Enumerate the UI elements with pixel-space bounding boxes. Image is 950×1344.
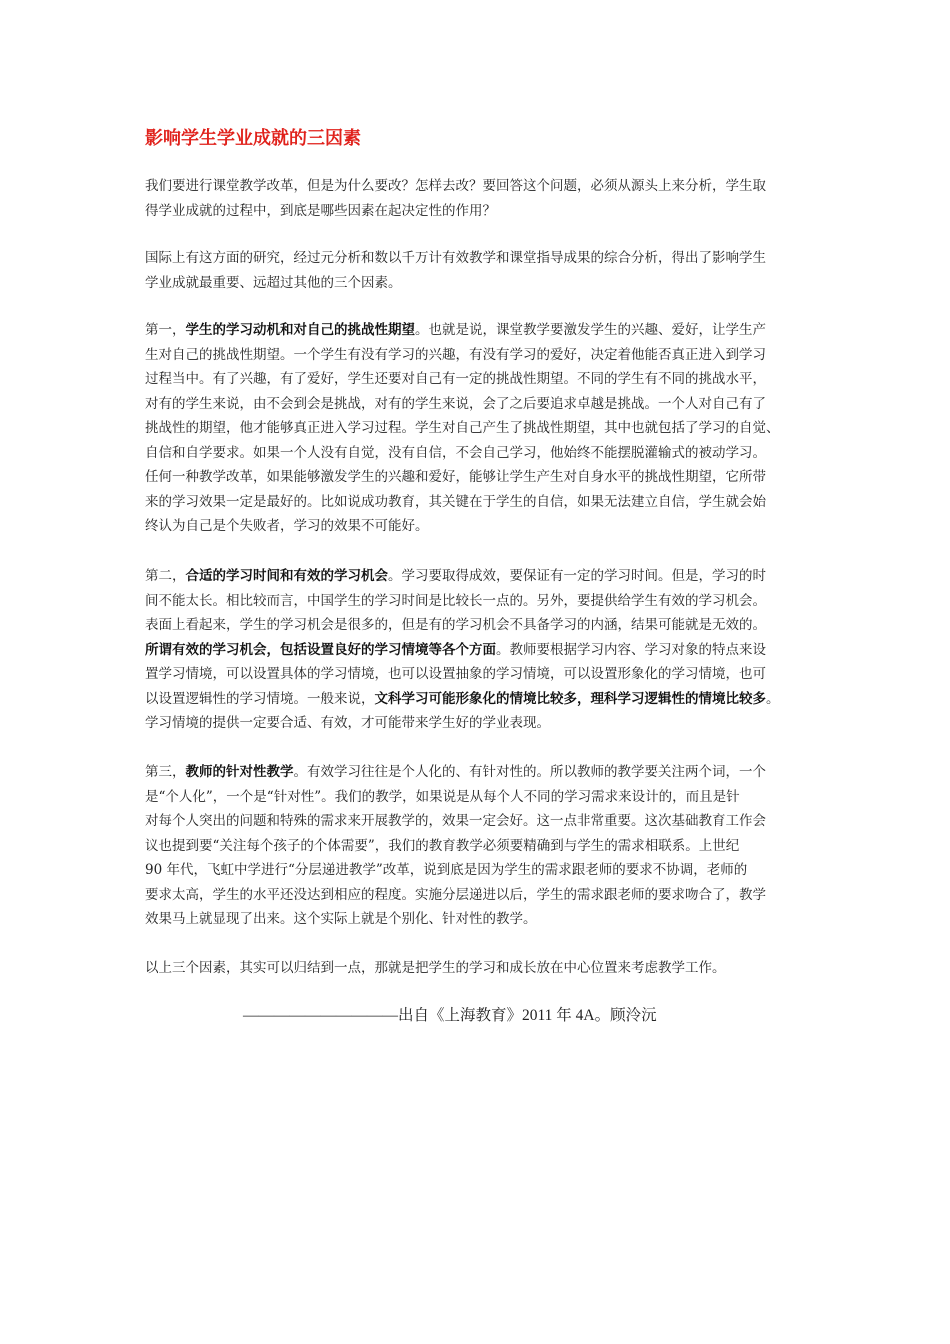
factor2-line [145,638,815,663]
research-paragraph [145,246,815,295]
factor2-text: 。学习要取得成效，要保证有一定的学习时间。但是，学习的时 [388,568,766,584]
factor3-text: 。有效学习往往是个人化的、有针对性的。所以教师的教学要关注两个词，一个 [293,764,766,780]
factor3-line: 对每个人突出的问题和特殊的需求来开展教学的，效果一定会好。这一点非常重要。这次基础教育工作会 [145,813,766,829]
factor2-emphasis: 文科学习可能形象化的情境比较多，理科学习逻辑性的情境比较多 [374,690,766,707]
factor3-line: 效果马上就显现了出来。这个实际上就是个别化、针对性的教学。 [145,911,537,927]
factor3-line: 是“个人化”，一个是“针对性”。我们的教学，如果说是从每个人不同的学习需求来设计的，而且是针 [145,788,740,805]
factor1-line: 过程当中。有了兴趣，有了爱好，学生还要对自己有一定的挑战性期望。不同的学生有不同的挑战水平， [145,371,766,387]
factor2-line: 间不能太长。相比较而言，中国学生的学习时间是比较长一点的。另外，要提供给学生有效的学习机会。 [145,592,766,609]
factor3-line: 议也提到要“关注每个孩子的个体需要”，我们的教育教学必须要精确到与学生的需求相联系。上世纪 [145,837,740,854]
conclusion-line: 以上三个因素，其实可以归结到一点，那就是把学生的学习和成长放在中心位置来考虑教学工作。 [145,960,726,976]
factor2-heading: 合适的学习时间和有效的学习机会 [185,568,388,584]
intro-line: 得学业成就的过程中，到底是哪些因素在起决定性的作用？ [145,202,496,219]
factor1-line: 挑战性的期望，他才能够真正进入学习过程。学生对自己产生了挑战性期望，其中也就包括了学习的自觉、 [145,420,780,436]
conclusion-paragraph [145,956,815,981]
factor2-text: 以设置逻辑性的学习情境。一般来说， [145,690,375,707]
factor2-emphasis: 所谓有效的学习机会，包括设置良好的学习情境等各个方面 [145,641,496,658]
factor1-heading: 学生的学习动机和对自己的挑战性期望 [185,322,415,338]
factor1-text: 。也就是说，课堂教学要激发学生的兴趣、爱好，让学生产 [415,322,766,338]
factor3-prefix: 第三， [145,764,186,780]
factor1-prefix: 第一， [145,322,186,338]
factor2-prefix: 第二， [145,568,186,584]
factor2-paragraph [145,564,815,736]
factor2-text: 。 [766,690,780,707]
factor1-line: 任何一种教学改革，如果能够激发学生的兴趣和爱好，能够让学生产生对自身水平的挑战性期望，它所带 [145,469,766,485]
intro-line: 我们要进行课堂教学改革，但是为什么要改？怎样去改？要回答这个问题，必须从源头上来分析，学生取 [145,178,766,194]
research-line: 国际上有这方面的研究，经过元分析和数以千万计有效教学和课堂指导成果的综合分析，得出了影响学生 [145,250,766,266]
factor1-line [145,318,815,343]
factor1-line: 自信和自学要求。如果一个人没有自觉，没有自信，不会自己学习，他始终不能摆脱灌输式的被动学习。 [145,444,766,461]
document-title: 影响学生学业成就的三因素 [145,128,361,149]
factor1-paragraph [145,318,815,539]
factor1-line: 对有的学生来说，由不会到会是挑战，对有的学生来说，会了之后要追求卓越是挑战。一个人对自己有了 [145,395,766,412]
factor3-heading: 教师的针对性教学 [185,764,294,780]
factor2-line: 学习情境的提供一定要合适、有效，才可能带来学生好的学业表现。 [145,715,550,731]
factor1-line: 终认为自己是个失败者，学习的效果不可能好。 [145,518,429,534]
factor2-text: 。教师要根据学习内容、学习对象的特点来设 [496,641,766,658]
intro-paragraph [145,174,815,223]
factor2-line: 置学习情境，可以设置具体的学习情境，也可以设置抽象的学习情境，可以设置形象化的学习情境，也可 [145,666,766,682]
factor2-line [145,687,815,712]
factor2-line [145,564,815,589]
research-line: 学业成就最重要、远超过其他的三个因素。 [145,274,402,291]
factor1-line: 来的学习效果一定是最好的。比如说成功教育，其关键在于学生的自信，如果无法建立自信，学生就会始 [145,493,766,510]
factor3-line: 要求太高，学生的水平还没达到相应的程度。实施分层递进以后，学生的需求跟老师的要求吻合了，教学 [145,886,766,903]
factor3-line: 90 年代，飞虹中学进行“分层递进教学”改革，说到底是因为学生的需求跟老师的要求不协调，老师的 [145,862,748,878]
factor3-paragraph [145,760,815,932]
source-citation: ——————————出自《上海教育》2011 年 4A。顾泠沅 [243,1007,657,1024]
factor1-line: 生对自己的挑战性期望。一个学生有没有学习的兴趣，有没有学习的爱好，决定着他能否真正进入到学习 [145,346,766,363]
factor3-line [145,760,815,785]
factor2-line: 表面上看起来，学生的学习机会是很多的，但是有的学习机会不具备学习的内涵，结果可能就是无效的。 [145,617,766,633]
